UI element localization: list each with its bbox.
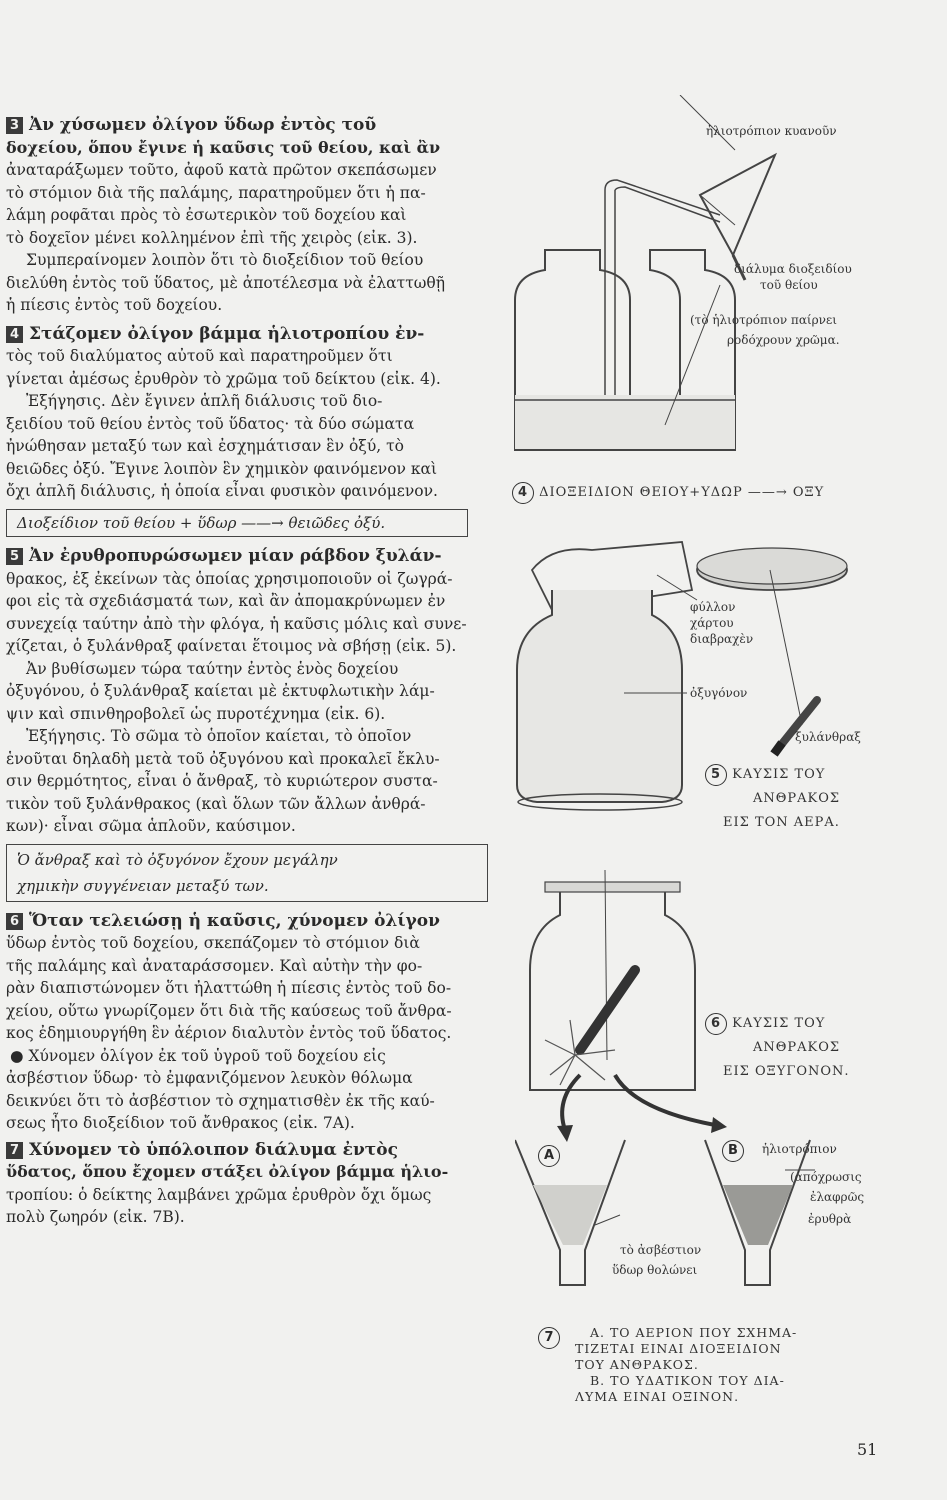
line: γίνεται ἀμέσως ἐρυθρὸν τὸ χρῶμα τοῦ δείκτου (εἰκ. 4). [6,369,441,388]
fig5-label-paper-2: χάρτου [690,616,734,630]
section-6 [6,910,500,1135]
line: δεικνύει ὅτι τὸ ἀσβέστιον τὸ σχηματισθὲν ἐκ τῆς καύ- [6,1091,435,1110]
fig5-caption-line: ΕΙΣ ΤΟΝ ΑΕΡΑ. [723,815,840,830]
fig7-mark-b: B [722,1140,744,1162]
line: συνεχείᾳ ταύτην ἀπὸ τὴν φλόγα, ἡ καῦσις μόλις καὶ συνε- [6,614,467,633]
line: τικὸν τοῦ ξυλάνθρακος (καὶ ὅλων τῶν ἄλλων ἀνθρά- [6,794,426,813]
line: Ἀν ἐρυθροπυρώσωμεν μίαν ράβδον ξυλάν- [29,546,442,566]
fig6-caption-line: ΕΙΣ ΟΞΥΓΟΝΟΝ. [723,1064,850,1079]
line: ἀσβέστιον ὕδωρ· τὸ ἐμφανιζόμενον λευκὸν θόλωμα [6,1069,413,1087]
line: Στάζομεν ὀλίγον βάμμα ἡλιοτροπίου ἐν- [29,323,425,344]
section-number: 6 [6,913,23,930]
line: κος ἐδημιουργήθη ἓν ἀέριον διαλυτὸν ἐντὸς τοῦ ὕδατος. [6,1024,452,1042]
fig7-caption [575,1325,797,1405]
fig7-label-litmus-3: ἐλαφρῶς [810,1190,865,1204]
line: φοι εἰς τὰ σχεδιάσματά των, καὶ ἂν ἀπομακρύνωμεν ἐν [6,592,446,610]
line: ρὰν διαπιστώνομεν ὅτι ἠλαττώθη ἡ πίεσις ἐντὸς τοῦ δο- [6,979,452,997]
fig4-label-note-2: ροδόχρουν χρῶμα. [727,333,840,347]
line: ξειδίου τοῦ θείου ἐντὸς τοῦ ὕδατος· τὰ δύο σώματα [6,414,415,433]
fig4-label-solution: διάλυμα διοξειδίου [734,262,852,276]
section-number: 5 [6,548,23,565]
fig7-caption-line: B. ΤΟ ΥΔΑΤΙΚΟΝ ΤΟΥ ΔΙΑ- [590,1373,785,1388]
fig5-caption-line: ΚΑΥΣΙΣ ΤΟΥ [732,767,826,782]
fig6-caption-line: ΚΑΥΣΙΣ ΤΟΥ [732,1016,826,1031]
line: ὕδατος, ὅπου ἔχομεν στάξει ὀλίγον βάμμα ἡλιο- [6,1162,449,1181]
fig7-label-lime-2: ὕδωρ θολώνει [612,1263,698,1277]
section-number: 7 [6,1142,23,1159]
equation-box: Διοξείδιον τοῦ θείου + ὕδωρ ——→ θειῶδες ὀξύ. [6,509,468,538]
fig4-caption-text: ΔΙΟΞΕΙΔΙΟΝ ΘΕΙΟΥ+ΥΔΩΡ ——→ ΟΞΥ [539,485,825,500]
fig6-caption-line: ΑΝΘΡΑΚΟΣ [753,1040,841,1055]
line: Ἀν βυθίσωμεν τώρα ταύτην ἐντὸς ἑνὸς δοχείου [26,659,399,678]
fig7-caption-line: A. ΤΟ ΑΕΡΙΟΝ ΠΟΥ ΣΧΗΜΑ- [590,1325,798,1340]
fig6-caption [705,1012,850,1084]
line: τῆς παλάμης καὶ ἀναταράσσομεν. Καὶ αὐτὴν τὴν φο- [6,956,423,975]
fig5-label-paper: φύλλον [690,600,736,614]
figure-number-5: 5 [705,764,727,786]
line: ἠνώθησαν μεταξύ των καὶ ἐσχημάτισαν ἓν ὀξύ, τὸ [6,437,405,455]
figure-number-7: 7 [538,1327,560,1349]
page-number: 51 [857,1440,878,1459]
box-line: χημικὴν συγγένειαν μεταξύ των. [17,876,269,895]
line: χίζεται, ὁ ξυλάνθραξ φαίνεται ἕτοιμος νὰ σβήσῃ (εἰκ. 5). [6,637,457,655]
line: πολὺ ζωηρόν (εἰκ. 7B). [6,1208,185,1226]
line: Χύνομεν τὸ ὑπόλοιπον διάλυμα ἐντὸς [29,1139,398,1160]
line: λάμη ροφᾶται πρὸς τὸ ἐσωτερικὸν τοῦ δοχείου καὶ [6,206,407,224]
fig4-label-litmus: ἡλιοτρόπιον κυανοῦν [706,124,837,138]
line: δοχείου, ὅπου ἔγινε ἡ καῦσις τοῦ θείου, καὶ ἂν [6,137,441,157]
fig5-label-charcoal: ξυλάνθραξ [795,730,861,744]
line: τὸς τοῦ διαλύματος αὐτοῦ καὶ παρατηροῦμεν ὅτι [6,347,393,365]
line: ψιν καὶ σπινθηροβολεῖ ὡς πυροτέχνημα (εἰκ. 6). [6,704,386,723]
line: Συμπεραίνομεν λοιπὸν ὅτι τὸ διοξείδιον τοῦ θείου [26,251,424,269]
line: ἡ πίεσις ἐντὸς τοῦ δοχείου. [6,296,223,314]
text-column [0,100,500,1231]
box-line: Ὁ ἄνθραξ καὶ τὸ ὀξυγόνον ἔχουν μεγάλην [17,850,338,869]
bullet-icon: ● [10,1046,29,1065]
line: τὸ δοχεῖον μένει κολλημένον ἐπὶ τῆς χειρὸς (εἰκ. 3). [6,228,418,247]
line: Ἐξήγησις. Δὲν ἔγινεν ἁπλῆ διάλυσις τοῦ διο- [26,392,383,410]
section-5 [6,545,500,902]
line: τὸ στόμιον διὰ τῆς παλάμης, παρατηροῦμεν ὅτι ἡ πα- [6,183,426,202]
figure-number-6: 6 [705,1013,727,1035]
line: χείου, οὕτω γνωρίζομεν ὅτι διὰ τῆς καύσεως τοῦ ἄνθρα- [6,1001,452,1020]
section-7 [6,1139,500,1229]
fig7-mark-a: A [538,1145,560,1167]
section-number: 4 [6,326,23,343]
fig7-label-litmus-4: ἐρυθρὰ [808,1212,852,1226]
line-text: Χύνομεν ὀλίγον ἐκ τοῦ ὑγροῦ τοῦ δοχείου εἰς [28,1046,386,1065]
line: Ἐξήγησις. Τὸ σῶμα τὸ ὁποῖον καίεται, τὸ ὁποῖον [26,727,412,745]
line: τροπίου: ὁ δείκτης λαμβάνει χρῶμα ἐρυθρὸν ὄχι ὅμως [6,1185,432,1204]
figure-6-7-illustration [515,870,895,1320]
line: ὕδωρ ἐντὸς τοῦ δοχείου, σκεπάζομεν τὸ στόμιον διὰ [6,934,420,952]
line: σιν θερμότητος, εἶναι ὁ ἄνθραξ, τὸ κυριώτερον συστα- [6,772,438,790]
line: ὀξυγόνου, ὁ ξυλάνθραξ καίεται μὲ ἐκτυφλωτικὴν λάμ- [6,682,435,700]
line: ἀναταράξωμεν τοῦτο, ἀφοῦ κατὰ πρῶτον σκεπάσωμεν [6,161,437,179]
line: ἑνοῦται δηλαδὴ μετὰ τοῦ ὀξυγόνου καὶ προκαλεῖ ἔκλυ- [6,749,440,768]
fig5-label-paper-3: διαβραχὲν [690,632,754,646]
fig4-label-solution-2: τοῦ θείου [760,278,818,292]
line: διελύθη ἐντὸς τοῦ ὕδατος, μὲ ἀποτέλεσμα νὰ ἐλαττωθῇ [6,273,446,292]
fig7-label-litmus-2: (ἀπόχρωσις [790,1170,862,1184]
section-4 [6,323,500,538]
section-number: 3 [6,117,23,134]
fig7-label-lime: τὸ ἀσβέστιον [620,1243,702,1257]
line: Ὅταν τελειώσῃ ἡ καῦσις, χύνομεν ὀλίγον [29,910,440,931]
line: κων)· εἶναι σῶμα ἁπλοῦν, καύσιμον. [6,817,296,835]
fig5-caption-line: ΑΝΘΡΑΚΟΣ [753,791,841,806]
line: ὄχι ἁπλῆ διάλυσις, ἡ ὁποία εἶναι φυσικὸν φαινόμενον. [6,482,438,500]
line: σεως ἦτο διοξείδιον τοῦ ἄνθρακος (εἰκ. 7A). [6,1114,355,1132]
fig4-caption [512,482,824,504]
figure-number-4: 4 [512,482,534,504]
fig5-label-oxygen: ὀξυγόνον [690,686,748,700]
fig5-caption [705,763,840,835]
fig4-label-note: (τὸ ἡλιοτρόπιον παίρνει [690,313,837,327]
section-3 [6,114,500,317]
figure-4-illustration [505,95,875,465]
line: θρακος, ἐξ ἐκείνων τὰς ὁποίας χρησιμοποιοῦν οἱ ζωγρά- [6,569,453,588]
fig7-caption-line: ΤΙΖΕΤΑΙ ΕΙΝΑΙ ΔΙΟΞΕΙΔΙΟΝ [575,1341,782,1356]
fig7-caption-line: ΛΥΜΑ ΕΙΝΑΙ ΟΞΙΝΟΝ. [575,1389,740,1404]
line: Ἀν χύσωμεν ὀλίγον ὕδωρ ἐντὸς τοῦ [29,115,377,135]
fig7-caption-line: ΤΟΥ ΑΝΘΡΑΚΟΣ. [575,1357,699,1372]
line: θειῶδες ὀξύ. Ἔγινε λοιπὸν ἓν χημικὸν φαινόμενον καὶ [6,459,438,478]
fig7-label-litmus: ἡλιοτρόπιον [762,1142,837,1156]
line [6,1045,500,1068]
statement-box [6,844,488,902]
